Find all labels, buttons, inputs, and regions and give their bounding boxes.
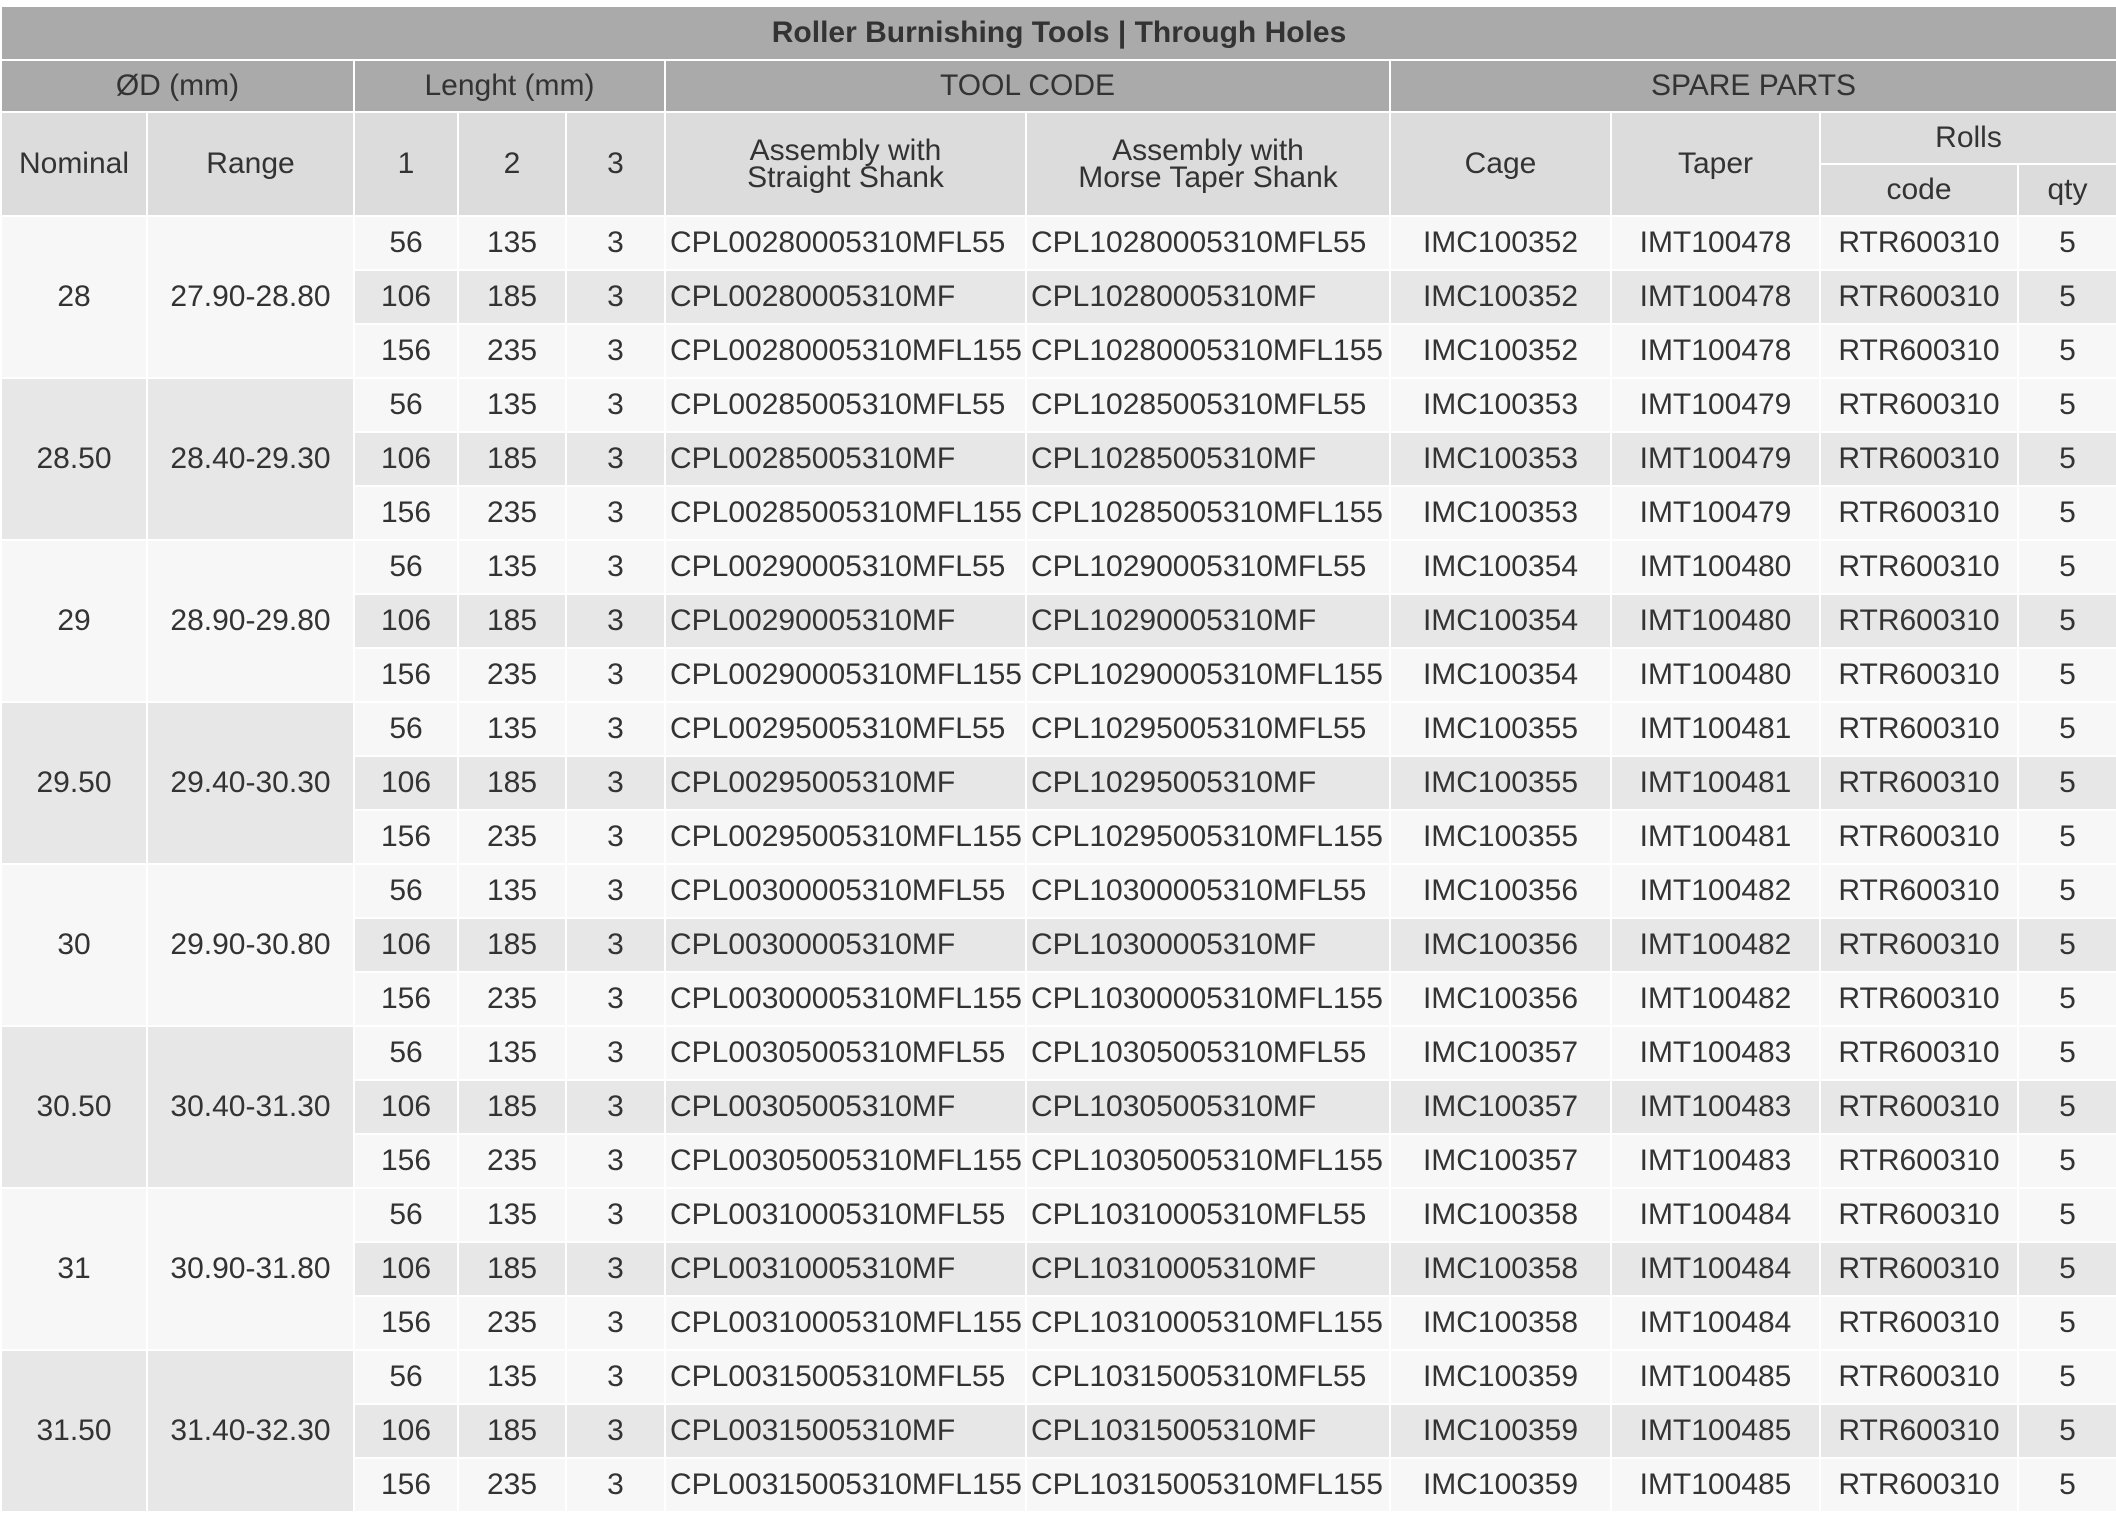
taper-code-cell: IMT100483	[1611, 1080, 1820, 1134]
length-2-cell: 185	[458, 1404, 566, 1458]
rolls-code-cell: RTR600310	[1820, 1242, 2018, 1296]
morse-shank-code-cell: CPL10315005310MF	[1026, 1404, 1390, 1458]
range-cell: 28.90-29.80	[147, 540, 354, 702]
morse-shank-code-cell: CPL10300005310MF	[1026, 918, 1390, 972]
length-1-cell: 156	[354, 1458, 458, 1512]
length-3-cell: 3	[566, 810, 665, 864]
cage-code-cell: IMC100356	[1390, 972, 1611, 1026]
table-container	[0, 5, 2116, 1513]
straight-shank-code-cell: CPL00300005310MF	[665, 918, 1026, 972]
header-assembly-straight-line2: Straight Shank	[747, 161, 944, 194]
rolls-qty-cell: 5	[2018, 378, 2116, 432]
taper-code-cell: IMT100481	[1611, 702, 1820, 756]
length-2-cell: 185	[458, 432, 566, 486]
length-1-cell: 156	[354, 972, 458, 1026]
length-2-cell: 235	[458, 972, 566, 1026]
length-2-cell: 135	[458, 216, 566, 270]
rolls-code-cell: RTR600310	[1820, 378, 2018, 432]
length-1-cell: 56	[354, 864, 458, 918]
table-row	[1, 864, 2116, 918]
header-rolls-qty: qty	[2018, 164, 2116, 216]
range-cell: 27.90-28.80	[147, 216, 354, 378]
length-1-cell: 106	[354, 1242, 458, 1296]
length-1-cell: 106	[354, 1404, 458, 1458]
rolls-code-cell: RTR600310	[1820, 648, 2018, 702]
cage-code-cell: IMC100357	[1390, 1026, 1611, 1080]
rolls-code-cell: RTR600310	[1820, 972, 2018, 1026]
morse-shank-code-cell: CPL10285005310MFL155	[1026, 486, 1390, 540]
length-1-cell: 56	[354, 1188, 458, 1242]
length-2-cell: 185	[458, 1080, 566, 1134]
length-3-cell: 3	[566, 270, 665, 324]
table-row	[1, 1026, 2116, 1080]
table-header	[1, 6, 2116, 216]
table-body	[1, 216, 2116, 1512]
length-3-cell: 3	[566, 1242, 665, 1296]
taper-code-cell: IMT100483	[1611, 1026, 1820, 1080]
cage-code-cell: IMC100354	[1390, 648, 1611, 702]
cage-code-cell: IMC100358	[1390, 1188, 1611, 1242]
header-rolls-code: code	[1820, 164, 2018, 216]
rolls-qty-cell: 5	[2018, 864, 2116, 918]
cage-code-cell: IMC100353	[1390, 378, 1611, 432]
rolls-qty-cell: 5	[2018, 540, 2116, 594]
straight-shank-code-cell: CPL00305005310MFL155	[665, 1134, 1026, 1188]
header-rolls: Rolls	[1820, 112, 2116, 164]
rolls-qty-cell: 5	[2018, 432, 2116, 486]
nominal-cell: 28.50	[1, 378, 147, 540]
morse-shank-code-cell: CPL10300005310MFL55	[1026, 864, 1390, 918]
morse-shank-code-cell: CPL10295005310MFL155	[1026, 810, 1390, 864]
length-2-cell: 135	[458, 1026, 566, 1080]
rolls-code-cell: RTR600310	[1820, 324, 2018, 378]
taper-code-cell: IMT100482	[1611, 972, 1820, 1026]
taper-code-cell: IMT100484	[1611, 1296, 1820, 1350]
straight-shank-code-cell: CPL00295005310MF	[665, 756, 1026, 810]
length-3-cell: 3	[566, 378, 665, 432]
straight-shank-code-cell: CPL00290005310MF	[665, 594, 1026, 648]
header-assembly-morse-line2: Morse Taper Shank	[1078, 161, 1338, 194]
range-cell: 30.90-31.80	[147, 1188, 354, 1350]
header-assembly-straight-shank	[665, 112, 1026, 216]
morse-shank-code-cell: CPL10280005310MF	[1026, 270, 1390, 324]
length-3-cell: 3	[566, 1188, 665, 1242]
range-cell: 31.40-32.30	[147, 1350, 354, 1512]
morse-shank-code-cell: CPL10305005310MF	[1026, 1080, 1390, 1134]
length-1-cell: 106	[354, 918, 458, 972]
straight-shank-code-cell: CPL00300005310MFL155	[665, 972, 1026, 1026]
length-2-cell: 235	[458, 810, 566, 864]
length-1-cell: 106	[354, 432, 458, 486]
length-2-cell: 135	[458, 1188, 566, 1242]
rolls-qty-cell: 5	[2018, 1026, 2116, 1080]
rolls-qty-cell: 5	[2018, 1458, 2116, 1512]
length-2-cell: 135	[458, 864, 566, 918]
morse-shank-code-cell: CPL10290005310MFL55	[1026, 540, 1390, 594]
length-3-cell: 3	[566, 1026, 665, 1080]
straight-shank-code-cell: CPL00310005310MFL155	[665, 1296, 1026, 1350]
morse-shank-code-cell: CPL10295005310MF	[1026, 756, 1390, 810]
length-1-cell: 106	[354, 756, 458, 810]
length-1-cell: 156	[354, 486, 458, 540]
rolls-code-cell: RTR600310	[1820, 486, 2018, 540]
taper-code-cell: IMT100484	[1611, 1242, 1820, 1296]
rolls-code-cell: RTR600310	[1820, 1080, 2018, 1134]
rolls-code-cell: RTR600310	[1820, 810, 2018, 864]
length-3-cell: 3	[566, 1458, 665, 1512]
straight-shank-code-cell: CPL00300005310MFL55	[665, 864, 1026, 918]
cage-code-cell: IMC100359	[1390, 1404, 1611, 1458]
table-row	[1, 378, 2116, 432]
header-tool-code: TOOL CODE	[665, 60, 1390, 112]
length-1-cell: 56	[354, 540, 458, 594]
length-2-cell: 135	[458, 1350, 566, 1404]
rolls-code-cell: RTR600310	[1820, 1404, 2018, 1458]
range-cell: 28.40-29.30	[147, 378, 354, 540]
morse-shank-code-cell: CPL10310005310MFL155	[1026, 1296, 1390, 1350]
range-cell: 30.40-31.30	[147, 1026, 354, 1188]
length-2-cell: 235	[458, 648, 566, 702]
straight-shank-code-cell: CPL00305005310MF	[665, 1080, 1026, 1134]
rolls-code-cell: RTR600310	[1820, 216, 2018, 270]
rolls-code-cell: RTR600310	[1820, 702, 2018, 756]
straight-shank-code-cell: CPL00315005310MFL55	[665, 1350, 1026, 1404]
range-cell: 29.90-30.80	[147, 864, 354, 1026]
length-3-cell: 3	[566, 1296, 665, 1350]
morse-shank-code-cell: CPL10280005310MFL55	[1026, 216, 1390, 270]
length-3-cell: 3	[566, 594, 665, 648]
taper-code-cell: IMT100479	[1611, 432, 1820, 486]
cage-code-cell: IMC100356	[1390, 864, 1611, 918]
length-1-cell: 106	[354, 594, 458, 648]
length-3-cell: 3	[566, 216, 665, 270]
table-title: Roller Burnishing Tools | Through Holes	[1, 6, 2116, 60]
nominal-cell: 28	[1, 216, 147, 378]
cage-code-cell: IMC100353	[1390, 486, 1611, 540]
cage-code-cell: IMC100352	[1390, 216, 1611, 270]
length-3-cell: 3	[566, 648, 665, 702]
rolls-code-cell: RTR600310	[1820, 1296, 2018, 1350]
morse-shank-code-cell: CPL10315005310MFL155	[1026, 1458, 1390, 1512]
header-cage: Cage	[1390, 112, 1611, 216]
rolls-qty-cell: 5	[2018, 648, 2116, 702]
rolls-code-cell: RTR600310	[1820, 1458, 2018, 1512]
taper-code-cell: IMT100482	[1611, 918, 1820, 972]
table-row	[1, 540, 2116, 594]
nominal-cell: 30.50	[1, 1026, 147, 1188]
straight-shank-code-cell: CPL00280005310MF	[665, 270, 1026, 324]
header-nominal: Nominal	[1, 112, 147, 216]
taper-code-cell: IMT100485	[1611, 1350, 1820, 1404]
length-2-cell: 135	[458, 540, 566, 594]
header-spare-parts: SPARE PARTS	[1390, 60, 2116, 112]
straight-shank-code-cell: CPL00285005310MFL155	[665, 486, 1026, 540]
header-range: Range	[147, 112, 354, 216]
rolls-qty-cell: 5	[2018, 1134, 2116, 1188]
nominal-cell: 29.50	[1, 702, 147, 864]
table-row	[1, 702, 2116, 756]
straight-shank-code-cell: CPL00280005310MFL55	[665, 216, 1026, 270]
length-3-cell: 3	[566, 918, 665, 972]
length-2-cell: 185	[458, 594, 566, 648]
straight-shank-code-cell: CPL00310005310MFL55	[665, 1188, 1026, 1242]
rolls-qty-cell: 5	[2018, 1080, 2116, 1134]
length-3-cell: 3	[566, 702, 665, 756]
straight-shank-code-cell: CPL00280005310MFL155	[665, 324, 1026, 378]
rolls-qty-cell: 5	[2018, 918, 2116, 972]
length-3-cell: 3	[566, 756, 665, 810]
taper-code-cell: IMT100485	[1611, 1404, 1820, 1458]
length-3-cell: 3	[566, 972, 665, 1026]
header-diameter: ØD (mm)	[1, 60, 354, 112]
rolls-code-cell: RTR600310	[1820, 1350, 2018, 1404]
length-1-cell: 156	[354, 1296, 458, 1350]
cage-code-cell: IMC100355	[1390, 702, 1611, 756]
rolls-code-cell: RTR600310	[1820, 1188, 2018, 1242]
rolls-qty-cell: 5	[2018, 756, 2116, 810]
rolls-code-cell: RTR600310	[1820, 594, 2018, 648]
straight-shank-code-cell: CPL00315005310MFL155	[665, 1458, 1026, 1512]
rolls-code-cell: RTR600310	[1820, 540, 2018, 594]
morse-shank-code-cell: CPL10290005310MF	[1026, 594, 1390, 648]
rolls-qty-cell: 5	[2018, 324, 2116, 378]
cage-code-cell: IMC100357	[1390, 1080, 1611, 1134]
length-2-cell: 235	[458, 1458, 566, 1512]
taper-code-cell: IMT100478	[1611, 324, 1820, 378]
header-length-2: 2	[458, 112, 566, 216]
header-length: Lenght (mm)	[354, 60, 665, 112]
morse-shank-code-cell: CPL10290005310MFL155	[1026, 648, 1390, 702]
morse-shank-code-cell: CPL10315005310MFL55	[1026, 1350, 1390, 1404]
cage-code-cell: IMC100352	[1390, 270, 1611, 324]
taper-code-cell: IMT100480	[1611, 540, 1820, 594]
table-row	[1, 1188, 2116, 1242]
rolls-code-cell: RTR600310	[1820, 270, 2018, 324]
straight-shank-code-cell: CPL00305005310MFL55	[665, 1026, 1026, 1080]
cage-code-cell: IMC100354	[1390, 594, 1611, 648]
rolls-code-cell: RTR600310	[1820, 756, 2018, 810]
straight-shank-code-cell: CPL00295005310MFL55	[665, 702, 1026, 756]
length-2-cell: 185	[458, 756, 566, 810]
taper-code-cell: IMT100482	[1611, 864, 1820, 918]
length-2-cell: 185	[458, 270, 566, 324]
cage-code-cell: IMC100358	[1390, 1296, 1611, 1350]
taper-code-cell: IMT100480	[1611, 648, 1820, 702]
rolls-code-cell: RTR600310	[1820, 1134, 2018, 1188]
cage-code-cell: IMC100359	[1390, 1458, 1611, 1512]
morse-shank-code-cell: CPL10285005310MFL55	[1026, 378, 1390, 432]
rolls-qty-cell: 5	[2018, 594, 2116, 648]
morse-shank-code-cell: CPL10305005310MFL55	[1026, 1026, 1390, 1080]
morse-shank-code-cell: CPL10310005310MFL55	[1026, 1188, 1390, 1242]
table-row	[1, 1350, 2116, 1404]
length-3-cell: 3	[566, 1080, 665, 1134]
rolls-qty-cell: 5	[2018, 972, 2116, 1026]
header-taper: Taper	[1611, 112, 1820, 216]
table-row	[1, 216, 2116, 270]
taper-code-cell: IMT100479	[1611, 486, 1820, 540]
cage-code-cell: IMC100359	[1390, 1350, 1611, 1404]
length-1-cell: 156	[354, 324, 458, 378]
length-2-cell: 185	[458, 1242, 566, 1296]
length-2-cell: 185	[458, 918, 566, 972]
morse-shank-code-cell: CPL10295005310MFL55	[1026, 702, 1390, 756]
rolls-qty-cell: 5	[2018, 486, 2116, 540]
rolls-qty-cell: 5	[2018, 1350, 2116, 1404]
range-cell: 29.40-30.30	[147, 702, 354, 864]
straight-shank-code-cell: CPL00285005310MF	[665, 432, 1026, 486]
straight-shank-code-cell: CPL00290005310MFL55	[665, 540, 1026, 594]
length-1-cell: 56	[354, 1350, 458, 1404]
rolls-qty-cell: 5	[2018, 1242, 2116, 1296]
header-assembly-morse-line1: Assembly with	[1112, 134, 1304, 167]
cage-code-cell: IMC100356	[1390, 918, 1611, 972]
taper-code-cell: IMT100478	[1611, 216, 1820, 270]
tools-table	[0, 5, 2116, 1513]
rolls-qty-cell: 5	[2018, 216, 2116, 270]
cage-code-cell: IMC100358	[1390, 1242, 1611, 1296]
rolls-qty-cell: 5	[2018, 702, 2116, 756]
length-1-cell: 156	[354, 648, 458, 702]
straight-shank-code-cell: CPL00295005310MFL155	[665, 810, 1026, 864]
rolls-qty-cell: 5	[2018, 810, 2116, 864]
length-1-cell: 56	[354, 702, 458, 756]
rolls-qty-cell: 5	[2018, 270, 2116, 324]
taper-code-cell: IMT100483	[1611, 1134, 1820, 1188]
straight-shank-code-cell: CPL00310005310MF	[665, 1242, 1026, 1296]
straight-shank-code-cell: CPL00315005310MF	[665, 1404, 1026, 1458]
cage-code-cell: IMC100354	[1390, 540, 1611, 594]
length-2-cell: 235	[458, 324, 566, 378]
rolls-code-cell: RTR600310	[1820, 864, 2018, 918]
length-1-cell: 106	[354, 270, 458, 324]
morse-shank-code-cell: CPL10300005310MFL155	[1026, 972, 1390, 1026]
length-1-cell: 106	[354, 1080, 458, 1134]
nominal-cell: 31.50	[1, 1350, 147, 1512]
taper-code-cell: IMT100478	[1611, 270, 1820, 324]
straight-shank-code-cell: CPL00290005310MFL155	[665, 648, 1026, 702]
length-3-cell: 3	[566, 540, 665, 594]
rolls-code-cell: RTR600310	[1820, 918, 2018, 972]
rolls-qty-cell: 5	[2018, 1296, 2116, 1350]
morse-shank-code-cell: CPL10280005310MFL155	[1026, 324, 1390, 378]
rolls-qty-cell: 5	[2018, 1188, 2116, 1242]
header-length-1: 1	[354, 112, 458, 216]
morse-shank-code-cell: CPL10285005310MF	[1026, 432, 1390, 486]
length-3-cell: 3	[566, 324, 665, 378]
taper-code-cell: IMT100480	[1611, 594, 1820, 648]
length-1-cell: 156	[354, 1134, 458, 1188]
cage-code-cell: IMC100355	[1390, 810, 1611, 864]
length-3-cell: 3	[566, 1134, 665, 1188]
length-1-cell: 56	[354, 1026, 458, 1080]
cage-code-cell: IMC100353	[1390, 432, 1611, 486]
cage-code-cell: IMC100352	[1390, 324, 1611, 378]
header-length-3: 3	[566, 112, 665, 216]
header-assembly-morse-taper-shank	[1026, 112, 1390, 216]
rolls-code-cell: RTR600310	[1820, 1026, 2018, 1080]
length-2-cell: 235	[458, 486, 566, 540]
length-3-cell: 3	[566, 864, 665, 918]
length-2-cell: 235	[458, 1134, 566, 1188]
taper-code-cell: IMT100484	[1611, 1188, 1820, 1242]
taper-code-cell: IMT100481	[1611, 756, 1820, 810]
nominal-cell: 31	[1, 1188, 147, 1350]
taper-code-cell: IMT100485	[1611, 1458, 1820, 1512]
length-1-cell: 156	[354, 810, 458, 864]
length-2-cell: 235	[458, 1296, 566, 1350]
length-3-cell: 3	[566, 486, 665, 540]
length-1-cell: 56	[354, 216, 458, 270]
rolls-code-cell: RTR600310	[1820, 432, 2018, 486]
taper-code-cell: IMT100479	[1611, 378, 1820, 432]
length-3-cell: 3	[566, 432, 665, 486]
length-3-cell: 3	[566, 1350, 665, 1404]
length-2-cell: 135	[458, 378, 566, 432]
length-3-cell: 3	[566, 1404, 665, 1458]
cage-code-cell: IMC100357	[1390, 1134, 1611, 1188]
straight-shank-code-cell: CPL00285005310MFL55	[665, 378, 1026, 432]
morse-shank-code-cell: CPL10310005310MF	[1026, 1242, 1390, 1296]
taper-code-cell: IMT100481	[1611, 810, 1820, 864]
rolls-qty-cell: 5	[2018, 1404, 2116, 1458]
length-1-cell: 56	[354, 378, 458, 432]
morse-shank-code-cell: CPL10305005310MFL155	[1026, 1134, 1390, 1188]
nominal-cell: 30	[1, 864, 147, 1026]
cage-code-cell: IMC100355	[1390, 756, 1611, 810]
length-2-cell: 135	[458, 702, 566, 756]
nominal-cell: 29	[1, 540, 147, 702]
header-assembly-straight-line1: Assembly with	[749, 134, 942, 167]
